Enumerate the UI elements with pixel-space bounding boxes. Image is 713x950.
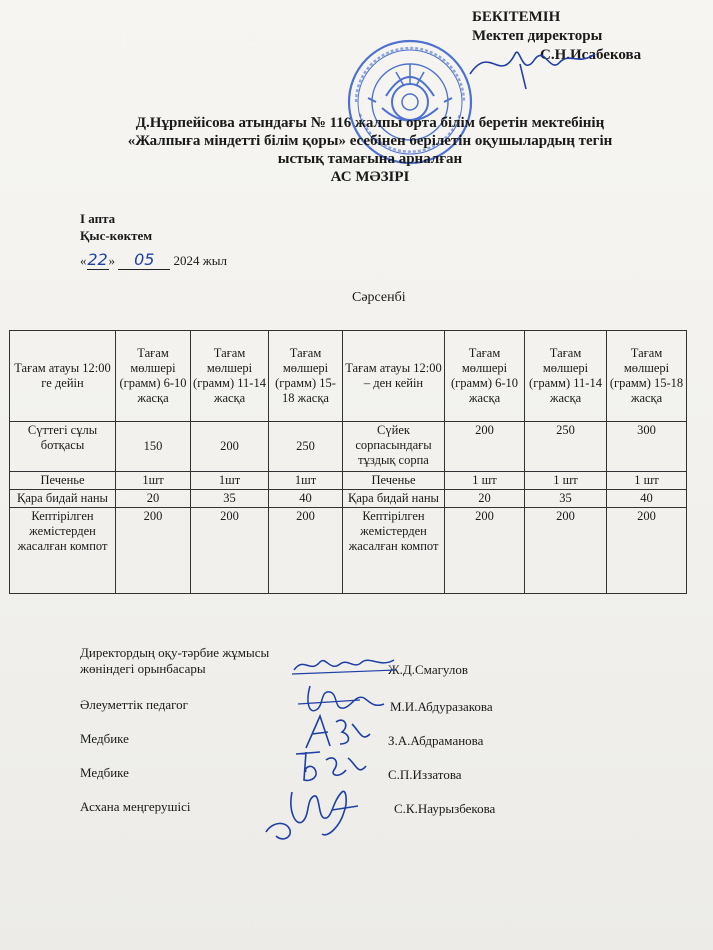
- table-cell: 1 шт: [445, 472, 525, 490]
- header-cell: Тағам атауы 12:00 – ден кейін: [343, 331, 445, 422]
- title-line-3: ыстық тамағына арналған: [277, 151, 463, 167]
- table-cell: 200: [607, 508, 687, 594]
- header-cell: Тағам мөлшері (грамм) 15-18 жасқа: [607, 331, 687, 422]
- table-cell: 20: [116, 490, 191, 508]
- title-line-4: АС МӘЗІРІ: [330, 169, 410, 185]
- header-cell: Тағам мөлшері (грамм) 6-10 жасқа: [116, 331, 191, 422]
- approval-heading: БЕКІТЕМІН: [472, 9, 561, 25]
- director-signature-icon: [460, 34, 600, 94]
- table-cell: 200: [269, 508, 343, 594]
- table-cell: Печенье: [343, 472, 445, 490]
- date-year: 2024 жыл: [173, 253, 227, 268]
- header-cell: Тағам мөлшері (грамм) 6-10 жасқа: [445, 331, 525, 422]
- signatory-name: Ж.Д.Смагулов: [388, 662, 468, 677]
- signatory-role: Медбике: [80, 765, 129, 780]
- table-row: [10, 472, 687, 490]
- signature-icon: [262, 782, 372, 846]
- table-cell: 200: [116, 508, 191, 594]
- table-cell: 300: [607, 422, 687, 472]
- table-row: [10, 490, 687, 508]
- table-cell: 1шт: [269, 472, 343, 490]
- signature-icon: [290, 652, 400, 680]
- signatory-role: Асхана меңгерушісі: [80, 799, 191, 814]
- signatory-role: Медбике: [80, 731, 129, 746]
- date-day: 22: [87, 250, 108, 269]
- table-cell: 200: [191, 508, 269, 594]
- week-label: І апта: [80, 211, 116, 226]
- table-cell: 1 шт: [525, 472, 607, 490]
- table-row: [10, 422, 687, 472]
- header-cell: Тағам атауы 12:00 ге дейін: [10, 331, 116, 422]
- signatory-role: Директордың оқу-тәрбие жұмысы жөніндегі орынбасары: [80, 645, 270, 676]
- weekday: Сәрсенбі: [352, 290, 406, 305]
- table-cell: Сүттегі сұлы ботқасы: [10, 422, 116, 472]
- table-cell: 20: [445, 490, 525, 508]
- table-cell: Сүйек сорпасындағы тұздық сорпа: [343, 422, 445, 472]
- title-line-1: Д.Нұрпейісова атындағы № 116 жалпы орта білім беретін мектебінің: [135, 115, 605, 131]
- table-cell: 1 шт: [607, 472, 687, 490]
- signatory-name: М.И.Абдуразакова: [390, 699, 493, 714]
- signature-icon: [290, 746, 370, 786]
- table-cell: Кептірілген жемістерден жасалған компот: [343, 508, 445, 594]
- date-month: 05: [118, 250, 170, 270]
- approval-position: Мектеп директоры: [472, 28, 603, 44]
- table-cell: 250: [525, 422, 607, 472]
- table-cell: 1шт: [191, 472, 269, 490]
- header-cell: Тағам мөлшері (грамм) 15-18 жасқа: [269, 331, 343, 422]
- table-cell: 200: [445, 422, 525, 472]
- title-line-2: «Жалпыға міндетті білім қоры» есебінен берілетін оқушылардың тегін: [127, 133, 613, 149]
- table-cell: Кептірілген жемістерден жасалған компот: [10, 508, 116, 594]
- signatory-role: Әлеуметтік педагог: [80, 697, 188, 712]
- table-cell: 200: [525, 508, 607, 594]
- signatory-name: С.К.Наурызбекова: [394, 801, 496, 816]
- signatory-name: С.П.Иззатова: [388, 767, 462, 782]
- table-header-row: [10, 331, 687, 422]
- season-label: Қыс-көктем: [80, 228, 153, 243]
- header-cell: Тағам мөлшері (грамм) 11-14 жасқа: [525, 331, 607, 422]
- date-line: «22» 05 2024 жыл: [80, 250, 227, 269]
- table-cell: 1шт: [116, 472, 191, 490]
- table-cell: Печенье: [10, 472, 116, 490]
- table-cell: 35: [191, 490, 269, 508]
- table-cell: Қара бидай наны: [343, 490, 445, 508]
- table-cell: 150: [116, 422, 191, 472]
- table-cell: 200: [445, 508, 525, 594]
- table-cell: 35: [525, 490, 607, 508]
- approval-name: С.Н.Исабекова: [540, 47, 642, 63]
- table-cell: 250: [269, 422, 343, 472]
- table-row: [10, 508, 687, 594]
- header-cell: Тағам мөлшері (грамм) 11-14 жасқа: [191, 331, 269, 422]
- week-info: [80, 210, 152, 244]
- menu-table: [9, 330, 687, 594]
- table-cell: 40: [607, 490, 687, 508]
- signatory-name: З.А.Абдраманова: [388, 733, 484, 748]
- table-cell: 200: [191, 422, 269, 472]
- table-cell: Қара бидай наны: [10, 490, 116, 508]
- document-title: [60, 114, 680, 186]
- table-cell: 40: [269, 490, 343, 508]
